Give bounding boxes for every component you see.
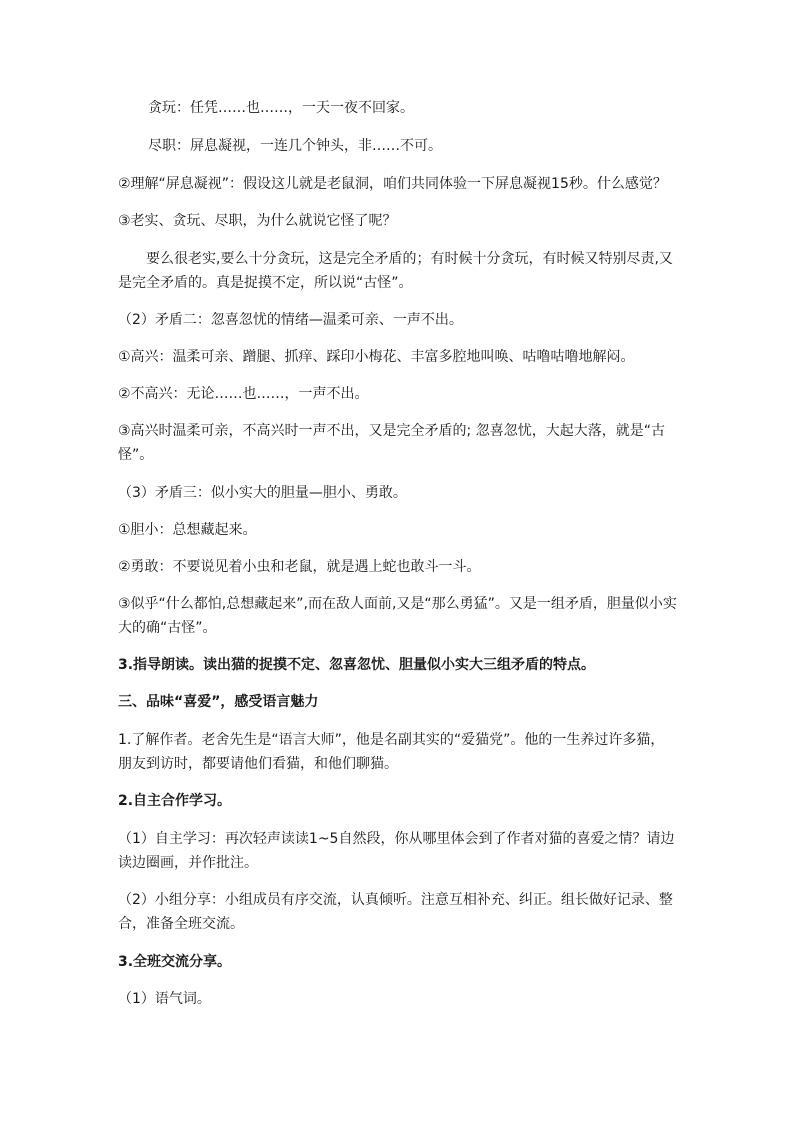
paragraph: ③老实、贪玩、尽职，为什么就说它怪了呢？ — [118, 213, 397, 229]
paragraph: 1.了解作者。老舍先生是“语言大师”，他是名副其实的“爱猫党”。他的一生养过许多猫，朋友到访时，都要请他们看猫，和他们聊猫。 — [118, 732, 665, 772]
paragraph: ③似乎“什么都怕,总想藏起来”,而在敌人面前,又是“那么勇猛”。又是一组矛盾，胆量似小实大的确“古怪”。 — [118, 596, 677, 636]
paragraph: 3.全班交流分享。 — [118, 954, 232, 970]
paragraph: 要么很老实,要么十分贪玩，这是完全矛盾的；有时候十分贪玩，有时候又特别尽责,又是完全矛盾的。真是捉摸不定，所以说“古怪”。 — [118, 251, 673, 291]
paragraph: （2）矛盾二：忽喜忽忧的情绪—温柔可亲、一声不出。 — [118, 312, 463, 328]
paragraph: ②不高兴：无论……也……，一声不出。 — [118, 386, 369, 402]
paragraph: （1）自主学习：再次轻声读读1~5自然段，你从哪里体会到了作者对猫的喜爱之情？请边读边圈画，并作批注。 — [118, 831, 675, 871]
paragraph: 2.自主合作学习。 — [118, 793, 232, 809]
paragraph: 贪玩：任凭……也……，一天一夜不回家。 — [148, 100, 414, 116]
paragraph: （1）语气词。 — [118, 991, 211, 1007]
paragraph: ③高兴时温柔可亲，不高兴时一声不出，又是完全矛盾的; 忽喜忽忧，大起大落，就是“古怪”。 — [118, 423, 665, 463]
section-heading: 三、品味“喜爱”，感受语言魅力 — [118, 694, 319, 710]
paragraph: ②理解“屏息凝视”：假设这儿就是老鼠洞，咱们共同体验一下屏息凝视15秒。什么感觉？ — [118, 176, 667, 192]
paragraph: ①胆小：总想藏起来。 — [118, 522, 257, 538]
paragraph: 尽职：屏息凝视，一连几个钟头，非……不可。 — [148, 138, 442, 154]
paragraph: ①高兴：温柔可亲、蹭腿、抓痒、踩印小梅花、丰富多腔地叫唤、咕噜咕噜地解闷。 — [118, 349, 635, 365]
paragraph: ②勇敢：不要说见着小虫和老鼠，就是遇上蛇也敢斗一斗。 — [118, 559, 481, 575]
paragraph: 3.指导朗读。读出猫的捉摸不定、忽喜忽忧、胆量似小实大三组矛盾的特点。 — [118, 657, 596, 673]
paragraph: （3）矛盾三：似小实大的胆量—胆小、勇敢。 — [118, 485, 407, 501]
paragraph: （2）小组分享：小组成员有序交流，认真倾听。注意互相补充、纠正。组长做好记录、整合，准备全班交流。 — [118, 892, 673, 932]
